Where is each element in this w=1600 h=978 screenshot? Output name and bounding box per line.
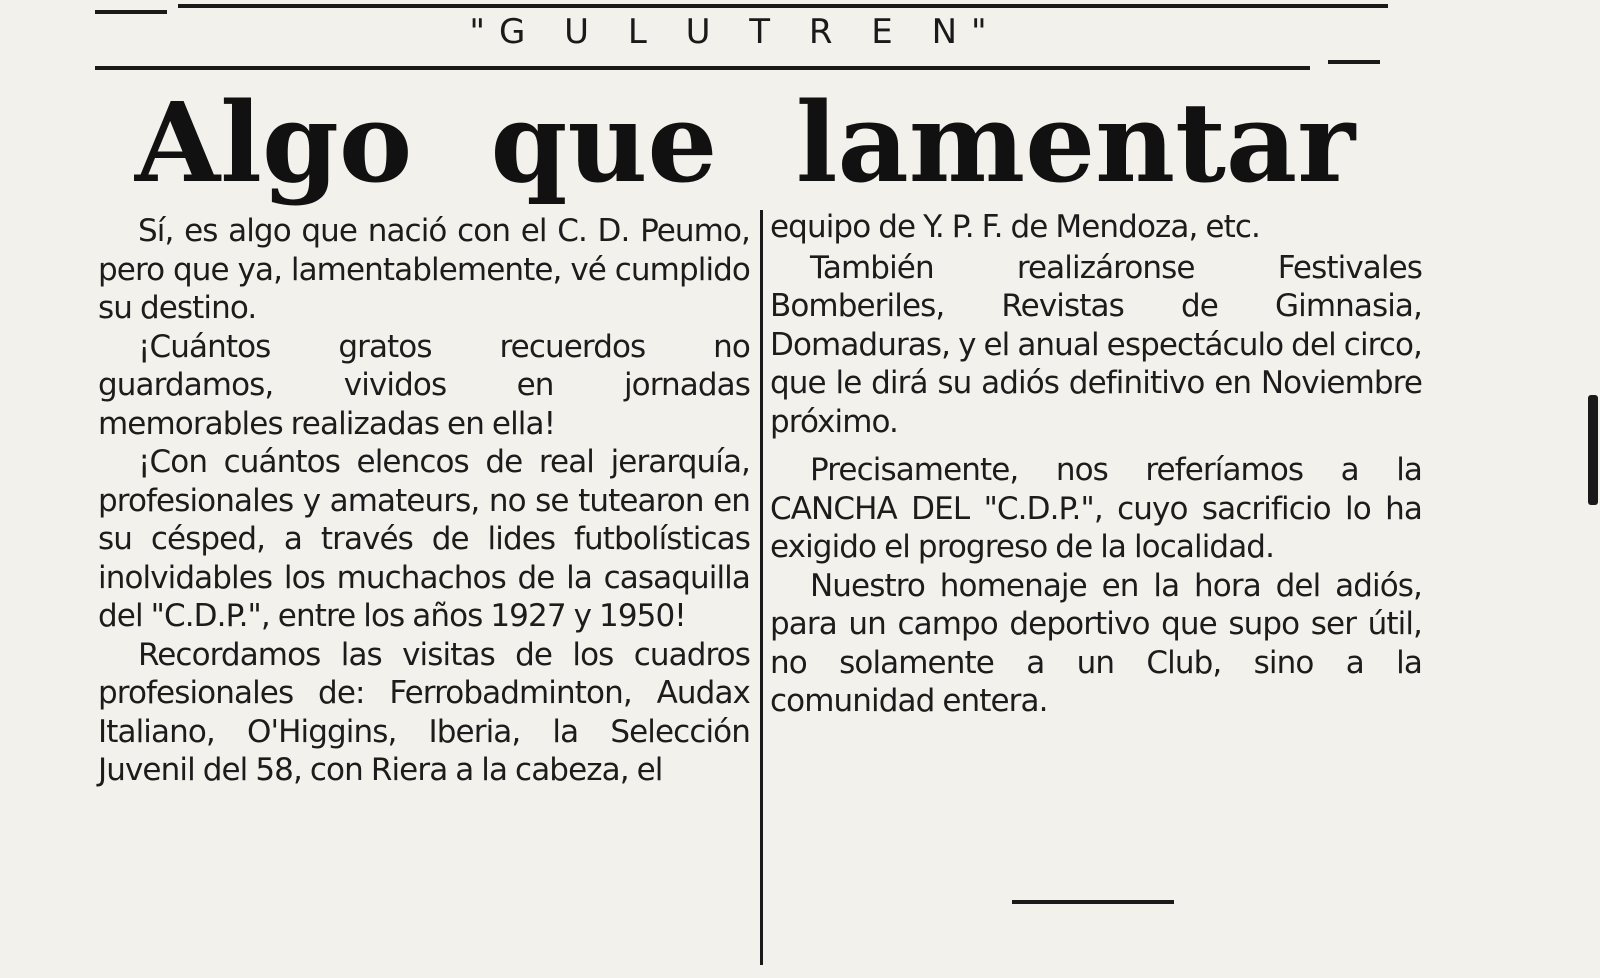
top-rule [178, 4, 1388, 8]
header-rule [95, 66, 1310, 70]
paragraph: Nuestro homenaje en la hora del adiós, para un campo deportivo que supo ser útil, no solamente a un Club, sino a la comunidad entera. [770, 567, 1422, 719]
page-edge-mark [1588, 395, 1598, 505]
column-divider [760, 210, 763, 965]
paragraph: También realizáronse Festivales Bomberiles, Revistas de Gimnasia, Domaduras, y el anual espectáculo del circo, que le dirá su adiós definitivo en Noviembre próximo. [770, 249, 1422, 440]
paragraph: Recordamos las visitas de los cuadros profesionales de: Ferrobadminton, Audax Italiano, O'Higgins, Iberia, la Selección Juvenil del 58, con Riera a la cabeza, el [98, 636, 750, 788]
paragraph: Sí, es algo que nació con el C. D. Peumo, pero que ya, lamentablemente, vé cumplido su destino. [98, 213, 750, 326]
paragraph: Precisamente, nos referíamos a la CANCHA DEL "C.D.P.", cuyo sacrificio lo ha exigido el progreso de la localidad. [770, 452, 1422, 565]
publication-name: "G U L U T R E N" [469, 12, 1001, 52]
paragraph: equipo de Y. P. F. de Mendoza, etc. [770, 209, 1260, 245]
article-left-column [98, 212, 750, 790]
end-of-article-rule [1012, 900, 1174, 904]
header-rule-short [1328, 60, 1380, 64]
paragraph: ¡Con cuántos elencos de real jerarquía, profesionales y amateurs, no se tutearon en su césped, a través de lides futbolísticas inolvidables los muchachos de la casaquilla del "C.D.P.", entre los años 1927 y 1950! [98, 444, 750, 634]
article-right-column [770, 208, 1422, 721]
article-headline: Algo que lamentar [134, 78, 1356, 207]
paragraph: ¡Cuántos gratos recuerdos no guardamos, vividos en jornadas memorables realizadas en ella! [98, 328, 750, 442]
